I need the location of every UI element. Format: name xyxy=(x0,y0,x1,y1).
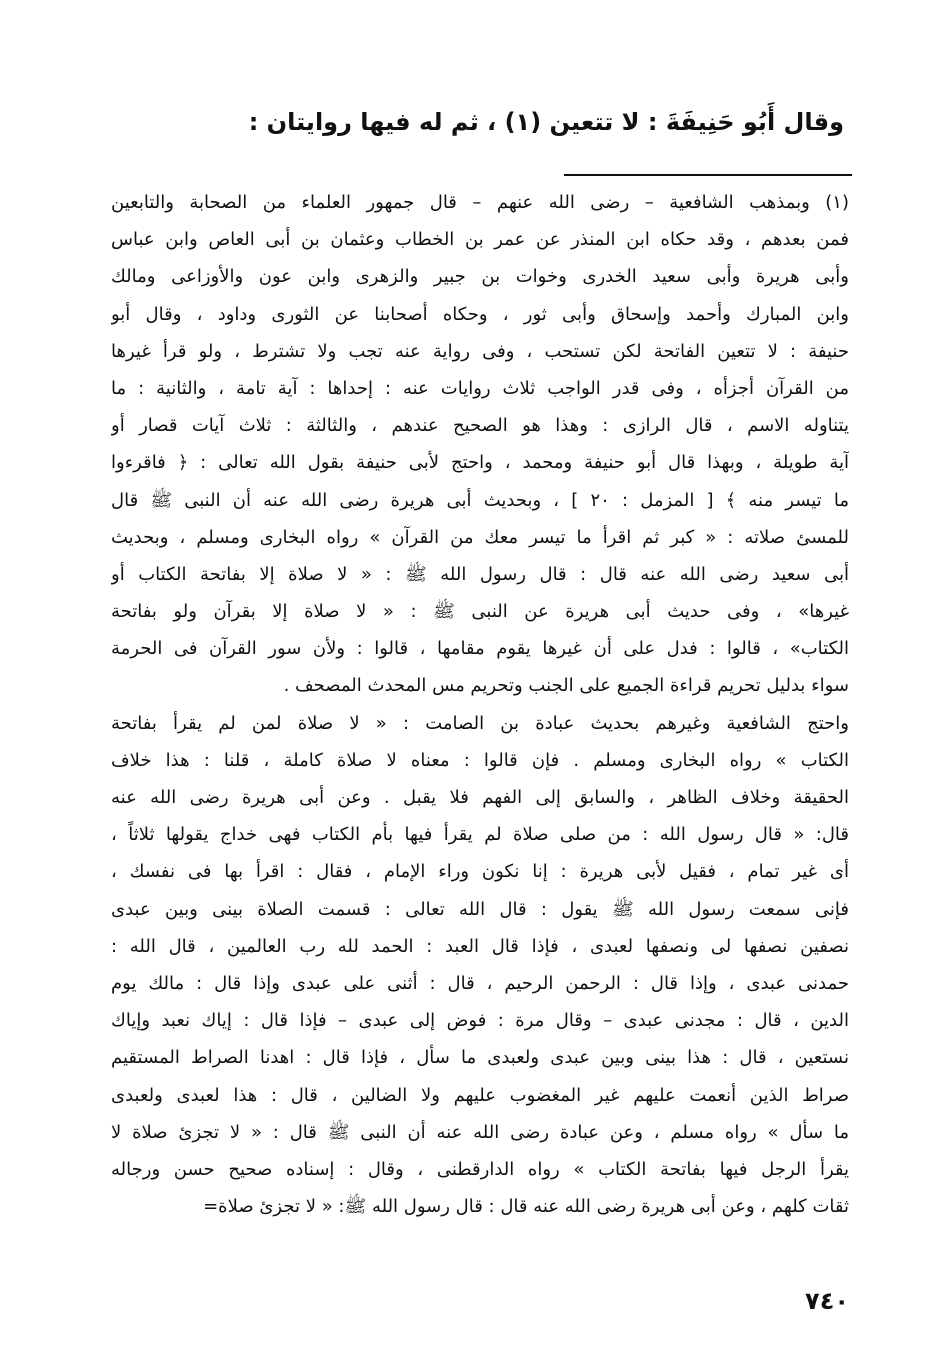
footnote-line: فمن بعدهم ، وقد حكاه ابن المنذر عن عمر بن الخطاب وعثمان بن أبى العاص وابن عباس xyxy=(111,229,849,251)
footnote-divider xyxy=(564,174,852,176)
footnote-line: نصفين نصفها لى ونصفها لعبدى ، فإذا قال العبد : الحمد لله رب العالمين ، قال الله : xyxy=(111,935,849,957)
footnote-line: واحتج الشافعية وغيرهم بحديث عبادة بن الصامت : « لا صلاة لمن لم يقرأ بفاتحة xyxy=(111,712,849,734)
footnote-line: غيرها» ، وفى حديث أبى هريرة عن النبى ﷺ : « لا صلاة إلا بقرآن ولو بفاتحة xyxy=(111,601,849,623)
footnote-line: سواء بدليل تحريم قراءة الجميع على الجنب وتحريم مس المحدث المصحف . xyxy=(283,675,849,697)
footnote-line: ما تيسر منه ﴾ [ المزمل : ٢٠ ] ، وبحديث أبى هريرة رضى الله عنه أن النبى ﷺ قال xyxy=(111,489,849,511)
footnote xyxy=(111,184,849,1225)
footnote-line: فإنى سمعت رسول الله ﷺ يقول : قال الله تعالى : قسمت الصلاة بينى وبين عبدى xyxy=(111,898,849,920)
footnote-line: الكتاب» ، قالوا : فدل على أن غيرها يقوم مقامها ، قالوا : ولأن سور القرآن فى الحرمة xyxy=(111,638,849,660)
footnote-line: حمدنى عبدى ، وإذا قال : الرحمن الرحيم ، قال : أثنى على عبدى وإذا قال : مالك يوم xyxy=(111,972,849,994)
footnote-line: الحقيقة وخلاف الظاهر ، والسابق إلى الفهم فلا يقبل . وعن أبى هريرة رضى الله عنه xyxy=(111,787,849,808)
footnote-line: حنيفة : لا تتعين الفاتحة لكن تستحب ، وفى رواية عنه تجب ولا تشترط ، ولو قرأ غيرها xyxy=(111,340,849,362)
footnote-line: صراط الذين أنعمت عليهم غير المغضوب عليهم ولا الضالين ، قال : هذا لعبدى ولعبدى xyxy=(111,1084,849,1106)
footnote-line: (١) وبمذهب الشافعية – رضى الله عنهم – قال جمهور العلماء من الصحابة والتابعين xyxy=(111,192,849,213)
footnote-line: آية طويلة ، وبهذا قال أبو حنيفة ومحمد ، واحتج لأبى حنيفة بقول الله تعالى : ﴿ فاقرءوا xyxy=(111,452,849,474)
page-number: ٧٤٠ xyxy=(805,1287,849,1315)
footnote-line: قال: « قال رسول الله : من صلى صلاة لم يقرأ فيها بأم الكتاب فهى خداج يقولها ثلاثاً ، xyxy=(111,824,849,846)
footnote-line: يقرأ الرجل فيها بفاتحة الكتاب » رواه الدارقطنى ، وقال : إسناده صحيح حسن ورجاله xyxy=(111,1158,849,1180)
footnote-line: وأبى هريرة وأبى سعيد الخدرى وخوات بن جبير والزهرى وابن عون والأوزاعى ومالك xyxy=(111,266,849,288)
footnote-line: ثقات كلهم ، وعن أبى هريرة رضى الله عنه قال : قال رسول الله ﷺ: « لا تجزئ صلاة= xyxy=(203,1196,849,1218)
footnote-line: ما سأل » رواه مسلم ، وعن عبادة رضى الله عنه أن النبى ﷺ قال : « لا تجزئ صلاة لا xyxy=(111,1121,849,1143)
main-text: وقال أَبُو حَنِيفَةَ : لا تتعين (١) ، ثم له فيها روايتان : xyxy=(248,108,844,136)
footnote-line: يتناوله الاسم ، قال الرازى : وهذا هو الصحيح عندهم ، والثالثة : ثلاث آيات قصار أو xyxy=(111,415,849,437)
footnote-line: وابن المبارك وأحمد وإسحاق وأبى ثور ، وحكاه أصحابنا عن الثورى وداود ، وقال أبو xyxy=(111,303,849,325)
footnote-line: أبى سعيد رضى الله عنه قال : قال رسول الله ﷺ : « لا صلاة إلا بفاتحة الكتاب أو xyxy=(111,563,849,585)
footnote-line: الدين ، قال : مجدنى عبدى – وقال مرة : فوض إلى عبدى – فإذا قال : إياك نعبد وإياك xyxy=(111,1010,849,1032)
footnote-line: أى غير تمام ، فقيل لأبى هريرة : إنا نكون وراء الإمام ، فقال : اقرأ بها فى نفسك ، xyxy=(111,861,849,883)
footnote-line: الكتاب » رواه البخارى ومسلم . فإن قالوا : معناه لا صلاة كاملة ، قلنا : هذا خلاف xyxy=(111,749,849,771)
footnote-line: نستعين ، قال : هذا بينى وبين عبدى ولعبدى ما سأل ، فإذا قال : اهدنا الصراط المستقيم xyxy=(111,1047,849,1069)
footnote-line: للمسئ صلاته : « كبر ثم اقرأ ما تيسر معك من القرآن » رواه البخارى ومسلم ، وبحديث xyxy=(111,526,849,548)
footnote-line: من القرآن أجزأه ، وفى قدر الواجب ثلاث روايات عنه : إحداها : آية تامة ، والثانية : ما xyxy=(111,377,849,399)
